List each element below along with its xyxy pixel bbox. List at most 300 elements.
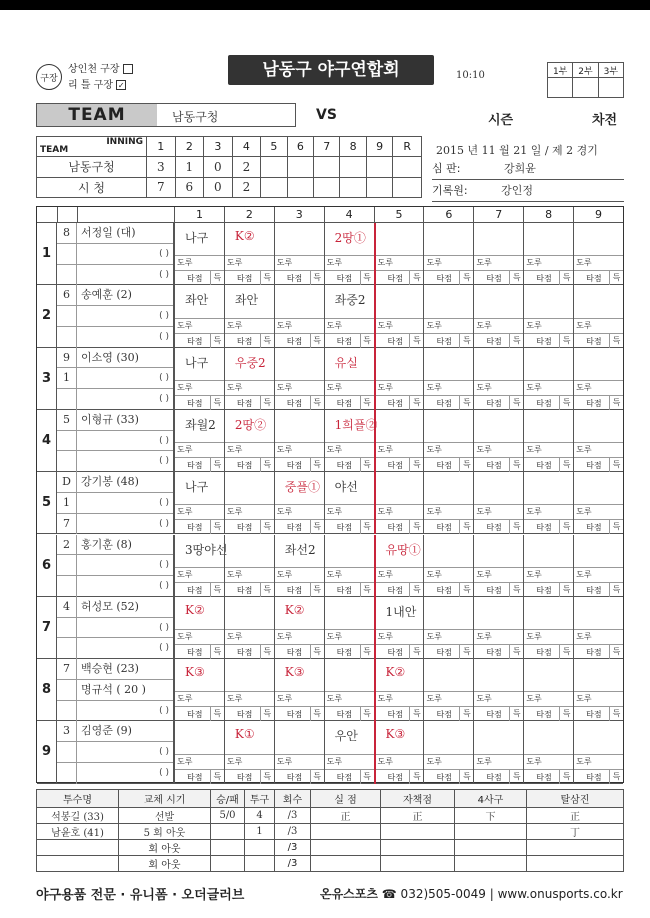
season-label: 시즌 [488, 113, 514, 128]
at-bat-cell[interactable] [274, 597, 324, 659]
run-label: 득 [459, 271, 473, 285]
rbi-label: 타점 [536, 710, 552, 720]
steal-label: 도루 [524, 629, 573, 644]
pitcher-table: 투수명 교체 시기 승/패 투구 회수 실 점 자책점 4사구 탈삼진 석봉길 (33) 선발 5/0 4 /3 正 正 下 正 남윤호 (41) 5 회 아웃 1 /3 丁 회 아웃 /3 회 아웃 /3 [36, 789, 624, 872]
at-bat-cell[interactable] [374, 721, 424, 783]
at-bat-cell[interactable] [523, 597, 573, 659]
at-bat-result: K③ [284, 665, 305, 680]
at-bat-cell[interactable] [573, 223, 623, 285]
steal-label: 도루 [225, 629, 274, 644]
rbi-label: 타점 [436, 398, 452, 408]
at-bat-cell[interactable] [523, 472, 573, 534]
run-label: 득 [409, 396, 423, 410]
at-bat-cell[interactable] [573, 472, 623, 534]
run-label: 득 [559, 707, 573, 721]
steal-label: 도루 [474, 754, 523, 769]
steal-label: 도루 [225, 318, 274, 333]
at-bat-cell[interactable] [473, 472, 523, 534]
at-bat-cell[interactable] [174, 410, 224, 472]
at-bat-result: 우안 [334, 729, 358, 744]
run-label: 득 [260, 583, 274, 597]
rbi-label: 타점 [236, 461, 253, 471]
run-label: 득 [609, 458, 623, 472]
rbi-label: 타점 [286, 648, 303, 658]
run-label: 득 [260, 271, 274, 285]
run-label: 득 [210, 707, 224, 721]
inning-header: 2 [224, 207, 274, 223]
steal-label: 도루 [574, 629, 623, 644]
steal-label: 도루 [225, 380, 274, 395]
batting-order: 5 [37, 472, 57, 534]
run-label: 득 [360, 707, 374, 721]
at-bat-cell[interactable] [174, 348, 224, 410]
run-label: 득 [609, 645, 623, 659]
at-bat-cell[interactable] [473, 285, 523, 347]
at-bat-cell[interactable] [274, 223, 324, 285]
batter-row: 3 9 이소영 (30) 1 ( ) ( ) 나구 도루 타점 득 우중2 도루 타점 득 도루 타점 득 유실 도루 타점 득 도루 타점 득 도루 타점 득 도루 타점 득 도루 타점 득 도루 타점 득 [37, 348, 623, 410]
uniform-number: 4 [57, 597, 77, 617]
rbi-label: 타점 [486, 523, 502, 533]
uniform-number: 7 [57, 659, 77, 679]
run-label: 득 [360, 458, 374, 472]
run-label: 득 [310, 707, 324, 721]
run-label: 득 [210, 396, 224, 410]
rbi-label: 타점 [536, 585, 552, 595]
at-bat-cell[interactable] [224, 721, 274, 783]
run-label: 득 [609, 770, 623, 784]
at-bat-cell[interactable] [224, 410, 274, 472]
uniform-number: 6 [57, 285, 77, 305]
at-bat-cell[interactable] [374, 223, 424, 285]
steal-label: 도루 [175, 442, 224, 457]
at-bat-cell[interactable] [224, 472, 274, 534]
rbi-label: 타점 [286, 398, 303, 408]
rbi-label: 타점 [586, 585, 602, 595]
run-label: 득 [509, 271, 523, 285]
batting-order: 3 [37, 348, 57, 410]
at-bat-result: K③ [185, 665, 205, 680]
at-bat-cell[interactable] [573, 659, 623, 721]
rbi-label: 타점 [586, 648, 602, 658]
at-bat-cell[interactable] [274, 659, 324, 721]
rbi-label: 타점 [536, 398, 552, 408]
run-label: 득 [260, 707, 274, 721]
at-bat-cell[interactable] [374, 535, 424, 597]
rbi-label: 타점 [586, 461, 602, 471]
steal-label: 도루 [275, 754, 324, 769]
at-bat-cell[interactable] [523, 348, 573, 410]
rbi-label: 타점 [486, 336, 502, 346]
at-bat-result: 나구 [185, 355, 209, 370]
run-label: 득 [260, 396, 274, 410]
rbi-label: 타점 [236, 398, 253, 408]
steal-label: 도루 [574, 504, 623, 519]
rbi-label: 타점 [336, 336, 353, 346]
pitcher-row: 회 아웃 /3 [37, 856, 624, 872]
batter-row: 2 6 송예훈 (2) ( ) ( ) 좌안 도루 타점 득 좌안 도루 타점 득 도루 타점 득 좌중2 도루 타점 득 도루 타점 득 도루 타점 득 도루 타점 득 도루 타점 득 도루 타점 득 [37, 285, 623, 347]
run-label: 득 [360, 520, 374, 534]
at-bat-cell[interactable] [423, 285, 473, 347]
at-bat-cell[interactable] [473, 659, 523, 721]
at-bat-cell[interactable] [473, 410, 523, 472]
at-bat-result: 우중2 [234, 355, 266, 370]
run-label: 득 [360, 396, 374, 410]
rbi-label: 타점 [586, 274, 602, 284]
at-bat-cell[interactable] [423, 597, 473, 659]
at-bat-cell[interactable] [523, 721, 573, 783]
rbi-label: 타점 [536, 523, 552, 533]
run-label: 득 [559, 458, 573, 472]
rbi-label: 타점 [187, 461, 203, 471]
run-label: 득 [360, 271, 374, 285]
run-label: 득 [310, 583, 324, 597]
at-bat-cell[interactable] [324, 659, 374, 721]
rbi-label: 타점 [336, 585, 353, 595]
at-bat-cell[interactable] [274, 472, 324, 534]
run-label: 득 [559, 520, 573, 534]
scorer-row: 기록원: 강인정 [432, 182, 624, 202]
at-bat-cell[interactable] [174, 535, 228, 597]
rbi-label: 타점 [436, 461, 452, 471]
run-label: 득 [310, 520, 324, 534]
rbi-label: 타점 [436, 648, 452, 658]
run-label: 득 [609, 520, 623, 534]
at-bat-cell[interactable] [523, 659, 573, 721]
at-bat-cell[interactable] [274, 410, 324, 472]
at-bat-cell[interactable] [374, 659, 424, 721]
batter-row: 5 D 강기봉 (48) 1 ( ) 7 ( ) 나구 도루 타점 득 도루 타점 득 중플① 도루 타점 득 야선 도루 타점 득 도루 타점 득 도루 타점 득 도루 타점 득 도루 타점 득 도루 타점 득 [37, 472, 623, 534]
rbi-label: 타점 [486, 461, 502, 471]
uniform-number: 5 [57, 410, 77, 430]
steal-label: 도루 [524, 504, 573, 519]
batting-order: 8 [37, 659, 57, 721]
rbi-label: 타점 [187, 710, 203, 720]
run-label: 득 [409, 458, 423, 472]
at-bat-cell[interactable] [374, 472, 424, 534]
at-bat-cell[interactable] [324, 721, 374, 783]
at-bat-cell[interactable] [224, 659, 274, 721]
rbi-label: 타점 [387, 648, 404, 658]
run-label: 득 [509, 583, 523, 597]
umpire-row: 심 판: 강희윤 [432, 160, 624, 180]
batter-name: 송예훈 (2) [81, 288, 132, 302]
at-bat-cell[interactable] [174, 659, 224, 721]
stadium-option-1[interactable]: 상인천 구장 [68, 60, 133, 75]
rbi-label: 타점 [187, 274, 203, 284]
at-bat-cell[interactable] [523, 535, 573, 597]
at-bat-cell[interactable] [324, 535, 374, 597]
steal-label: 도루 [574, 255, 623, 270]
steal-label: 도루 [225, 567, 274, 582]
run-label: 득 [210, 334, 224, 348]
batter-row: 1 8 서정일 (대) ( ) ( ) 나구 도루 타점 득 K② 도루 타점 득 도루 타점 득 2땅① 도루 타점 득 도루 타점 득 도루 타점 득 도루 타점 득 도루 타점 득 도루 타점 득 [37, 223, 623, 285]
at-bat-cell[interactable] [573, 721, 623, 783]
run-label: 득 [310, 271, 324, 285]
steal-label: 도루 [474, 567, 523, 582]
rbi-label: 타점 [187, 523, 203, 533]
run-label: 득 [409, 271, 423, 285]
at-bat-cell[interactable] [324, 223, 374, 285]
rbi-label: 타점 [436, 585, 452, 595]
at-bat-cell[interactable] [573, 410, 623, 472]
linescore-inning-header: INNING [106, 137, 143, 147]
batter-name: 강기봉 (48) [81, 475, 139, 489]
at-bat-cell[interactable] [473, 597, 523, 659]
run-label: 득 [609, 396, 623, 410]
game-date: 2015 년 11 월 21 일 / 제 2 경기 [436, 144, 598, 157]
steal-label: 도루 [275, 380, 324, 395]
run-label: 득 [609, 707, 623, 721]
run-label: 득 [559, 583, 573, 597]
batting-order: 9 [37, 721, 57, 783]
run-label: 득 [459, 396, 473, 410]
rbi-label: 타점 [586, 710, 602, 720]
rbi-label: 타점 [236, 648, 253, 658]
at-bat-result: 좌선2 [284, 542, 316, 557]
rbi-label: 타점 [387, 710, 404, 720]
rbi-label: 타점 [387, 461, 404, 471]
steal-label: 도루 [574, 380, 623, 395]
run-label: 득 [559, 334, 573, 348]
at-bat-cell[interactable] [573, 285, 623, 347]
at-bat-cell[interactable] [423, 348, 473, 410]
footer-url[interactable]: www.onusports.co.kr [497, 887, 623, 901]
rbi-label: 타점 [236, 274, 253, 284]
run-label: 득 [509, 770, 523, 784]
stadium-option-2[interactable]: 리 틀 구장 ✓ [68, 80, 125, 91]
run-label: 득 [609, 271, 623, 285]
at-bat-cell[interactable] [174, 223, 224, 285]
batter-name: 이소영 (30) [81, 350, 139, 364]
at-bat-cell[interactable] [374, 597, 424, 659]
at-bat-cell[interactable] [423, 223, 473, 285]
steal-label: 도루 [376, 442, 424, 457]
at-bat-cell[interactable] [523, 223, 573, 285]
steal-label: 도루 [424, 255, 473, 270]
steal-label: 도루 [474, 380, 523, 395]
rbi-label: 타점 [387, 523, 404, 533]
at-bat-cell[interactable] [374, 348, 424, 410]
rbi-label: 타점 [236, 336, 253, 346]
run-label: 득 [210, 458, 224, 472]
rbi-label: 타점 [236, 772, 253, 782]
steal-label: 도루 [424, 629, 473, 644]
run-label: 득 [459, 458, 473, 472]
run-label: 득 [509, 645, 523, 659]
at-bat-result: 나구 [185, 480, 209, 495]
steal-label: 도루 [275, 318, 324, 333]
steal-label: 도루 [424, 754, 473, 769]
at-bat-cell[interactable] [423, 472, 473, 534]
rbi-label: 타점 [536, 648, 552, 658]
round-label: 차전 [592, 113, 618, 128]
run-label: 득 [409, 583, 423, 597]
at-bat-cell[interactable] [473, 535, 523, 597]
run-label: 득 [409, 520, 423, 534]
at-bat-cell[interactable] [224, 348, 274, 410]
page-title: 남동구 야구연합회 [228, 55, 434, 85]
at-bat-cell[interactable] [224, 223, 274, 285]
run-label: 득 [559, 645, 573, 659]
uniform-number: D [57, 472, 77, 492]
batter-name: 이형규 (33) [81, 412, 139, 426]
steal-label: 도루 [175, 754, 224, 769]
run-label: 득 [310, 334, 324, 348]
steal-label: 도루 [424, 380, 473, 395]
at-bat-result: 좌중2 [334, 293, 366, 308]
at-bat-cell[interactable] [274, 721, 324, 783]
stadium-badge: 구장 [36, 64, 62, 90]
rbi-label: 타점 [436, 772, 452, 782]
batter-row: 4 5 이형규 (33) ( ) ( ) 좌월2 도루 타점 득 2땅② 도루 타점 득 도루 타점 득 1희플② 도루 타점 득 도루 타점 득 도루 타점 득 도루 타점 득 도루 타점 득 도루 타점 득 [37, 410, 623, 472]
at-bat-result: 야선 [334, 480, 358, 495]
steal-label: 도루 [424, 442, 473, 457]
linescore-team-header: TEAM [40, 145, 69, 155]
steal-label: 도루 [225, 442, 274, 457]
at-bat-cell[interactable] [374, 410, 424, 472]
rbi-label: 타점 [486, 585, 502, 595]
rbi-label: 타점 [586, 336, 602, 346]
batting-order: 1 [37, 223, 57, 285]
run-label: 득 [210, 520, 224, 534]
run-label: 득 [210, 583, 224, 597]
steal-label: 도루 [225, 691, 274, 706]
at-bat-cell[interactable] [523, 410, 573, 472]
batter-row: 8 7 백승현 (23) 명규석 ( 20 ) ( ) K③ 도루 타점 득 도루 타점 득 K③ 도루 타점 득 도루 타점 득 K② 도루 타점 득 도루 타점 득 도루 타점 득 도루 타점 득 도루 타점 득 [37, 659, 623, 721]
rbi-label: 타점 [286, 523, 303, 533]
at-bat-cell[interactable] [224, 285, 274, 347]
inning-header: 8 [523, 207, 573, 223]
rbi-label: 타점 [486, 398, 502, 408]
run-label: 득 [609, 583, 623, 597]
batting-order: 4 [37, 410, 57, 472]
steal-label: 도루 [175, 629, 224, 644]
at-bat-result: K② [284, 602, 305, 617]
inning-header: 4 [324, 207, 374, 223]
at-bat-cell[interactable] [324, 410, 378, 472]
at-bat-cell[interactable] [174, 721, 224, 783]
batter-row: 7 4 허성모 (52) ( ) ( ) K② 도루 타점 득 도루 타점 득 K② 도루 타점 득 도루 타점 득 1내안 도루 타점 득 도루 타점 득 도루 타점 득 도루 타점 득 도루 타점 득 [37, 597, 623, 659]
at-bat-cell[interactable] [374, 285, 424, 347]
steal-label: 도루 [424, 691, 473, 706]
at-bat-cell[interactable] [224, 535, 274, 597]
rbi-label: 타점 [336, 648, 353, 658]
inning-header: 7 [473, 207, 523, 223]
run-label: 득 [360, 334, 374, 348]
steal-label: 도루 [574, 567, 623, 582]
batter-name: 허성모 (52) [81, 599, 139, 613]
at-bat-cell[interactable] [174, 597, 224, 659]
at-bat-cell[interactable] [274, 285, 324, 347]
at-bat-cell[interactable] [473, 721, 523, 783]
run-label: 득 [559, 770, 573, 784]
rbi-label: 타점 [236, 585, 253, 595]
at-bat-cell[interactable] [174, 472, 224, 534]
at-bat-cell[interactable] [573, 348, 623, 410]
rbi-label: 타점 [387, 398, 404, 408]
run-label: 득 [459, 645, 473, 659]
run-label: 득 [609, 334, 623, 348]
run-label: 득 [509, 707, 523, 721]
rbi-label: 타점 [436, 523, 452, 533]
at-bat-cell[interactable] [423, 721, 473, 783]
rbi-label: 타점 [236, 523, 253, 533]
run-label: 득 [509, 396, 523, 410]
batting-order: 2 [37, 285, 57, 347]
at-bat-cell[interactable] [324, 597, 374, 659]
steal-label: 도루 [325, 691, 374, 706]
rbi-label: 타점 [536, 461, 552, 471]
run-label: 득 [210, 271, 224, 285]
batter-name: 서정일 (대) [81, 226, 136, 239]
at-bat-cell[interactable] [423, 410, 473, 472]
run-label: 득 [260, 770, 274, 784]
run-label: 득 [310, 396, 324, 410]
at-bat-cell[interactable] [324, 472, 374, 534]
at-bat-cell[interactable] [423, 535, 473, 597]
batter-name: 백승현 (23) [81, 662, 139, 676]
at-bat-result: 1내안 [385, 604, 417, 619]
rbi-label: 타점 [336, 398, 353, 408]
at-bat-result: 유땅① [385, 542, 421, 557]
run-label: 득 [260, 458, 274, 472]
steal-label: 도루 [275, 255, 324, 270]
batter-row: 6 2 홍기훈 (8) ( ) ( ) 3땅야선 도루 타점 득 도루 타점 득 좌선2 도루 타점 득 도루 타점 득 유땅① 도루 타점 득 도루 타점 득 도루 타점 득 도루 타점 득 도루 타점 득 [37, 535, 623, 597]
run-label: 득 [409, 707, 423, 721]
run-label: 득 [360, 583, 374, 597]
steal-label: 도루 [275, 567, 324, 582]
batter-name: 김영준 (9) [81, 724, 132, 738]
at-bat-cell[interactable] [324, 348, 374, 410]
at-bat-cell[interactable] [324, 285, 374, 347]
steal-label: 도루 [175, 504, 224, 519]
run-label: 득 [509, 520, 523, 534]
rbi-label: 타점 [286, 336, 303, 346]
at-bat-cell[interactable] [523, 285, 573, 347]
at-bat-cell[interactable] [274, 348, 324, 410]
at-bat-cell[interactable] [573, 597, 623, 659]
rbi-label: 타점 [436, 710, 452, 720]
at-bat-cell[interactable] [224, 597, 274, 659]
at-bat-cell[interactable] [573, 535, 623, 597]
rbi-label: 타점 [286, 772, 303, 782]
steal-label: 도루 [376, 380, 424, 395]
run-label: 득 [360, 645, 374, 659]
steal-label: 도루 [225, 255, 274, 270]
steal-label: 도루 [225, 754, 274, 769]
steal-label: 도루 [275, 504, 324, 519]
at-bat-cell[interactable] [274, 535, 324, 597]
steal-label: 도루 [275, 629, 324, 644]
at-bat-cell[interactable] [174, 285, 224, 347]
run-label: 득 [360, 770, 374, 784]
at-bat-result: 좌안 [234, 293, 259, 308]
steal-label: 도루 [474, 255, 523, 270]
rbi-label: 타점 [387, 772, 404, 782]
umpire-name: 강희윤 [503, 162, 536, 175]
rbi-label: 타점 [586, 523, 602, 533]
top-edge [0, 0, 650, 10]
rbi-label: 타점 [187, 648, 203, 658]
footer-right: 온유스포츠 ☎ 032)505-0049 | www.onusports.co.kr [320, 887, 623, 901]
at-bat-result: 1희플② [334, 417, 378, 432]
at-bat-cell[interactable] [473, 223, 523, 285]
run-label: 득 [459, 707, 473, 721]
at-bat-cell[interactable] [473, 348, 523, 410]
steal-label: 도루 [424, 567, 473, 582]
run-label: 득 [409, 770, 423, 784]
at-bat-cell[interactable] [423, 659, 473, 721]
